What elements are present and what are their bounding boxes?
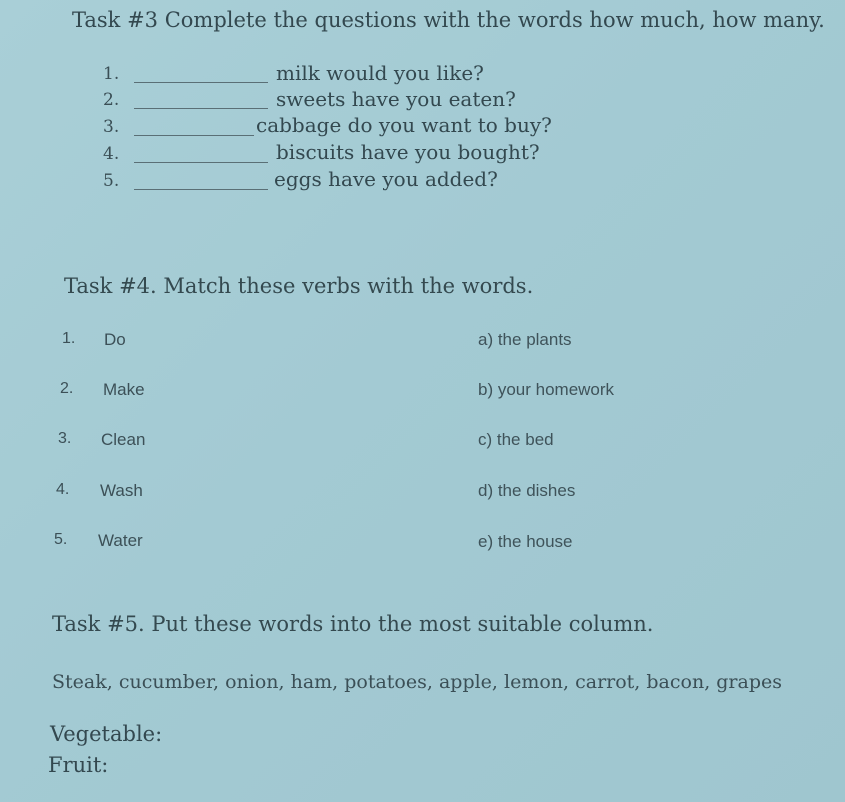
answer-blank[interactable] xyxy=(134,135,254,136)
verb-word: Water xyxy=(98,531,143,550)
verb-word: Make xyxy=(103,380,145,399)
question-text: milk would you like? xyxy=(276,61,484,85)
verb-number: 5. xyxy=(54,531,68,548)
question-number: 1. xyxy=(103,64,120,84)
verb-number: 2. xyxy=(60,380,74,397)
column-label-fruit: Fruit: xyxy=(48,753,109,777)
match-word: a) the plants xyxy=(478,330,572,349)
answer-blank[interactable] xyxy=(134,108,268,109)
question-number: 2. xyxy=(103,90,120,110)
task5-title: Task #5. Put these words into the most suitable column. xyxy=(52,612,654,636)
match-word: e) the house xyxy=(478,532,573,551)
task4-title: Task #4. Match these verbs with the words. xyxy=(64,274,534,298)
question-text: eggs have you added? xyxy=(274,167,498,191)
column-label-vegetable: Vegetable: xyxy=(50,722,163,746)
question-text: biscuits have you bought? xyxy=(276,140,540,164)
question-text: cabbage do you want to buy? xyxy=(256,113,552,137)
word-bank: Steak, cucumber, onion, ham, potatoes, apple, lemon, carrot, bacon, grapes xyxy=(52,671,782,693)
question-text: sweets have you eaten? xyxy=(276,87,516,111)
verb-number: 3. xyxy=(58,430,72,447)
verb-word: Clean xyxy=(101,430,146,449)
verb-word: Wash xyxy=(100,481,143,500)
answer-blank[interactable] xyxy=(134,162,268,163)
task3-title: Task #3 Complete the questions with the words how much, how many. xyxy=(72,8,825,32)
match-word: b) your homework xyxy=(478,380,615,399)
verb-number: 1. xyxy=(62,330,76,347)
verb-word: Do xyxy=(104,330,126,349)
answer-blank[interactable] xyxy=(134,82,268,83)
question-number: 5. xyxy=(103,171,120,191)
question-number: 4. xyxy=(103,144,120,164)
match-word: c) the bed xyxy=(478,430,554,449)
question-number: 3. xyxy=(103,117,120,137)
match-word: d) the dishes xyxy=(478,481,576,500)
answer-blank[interactable] xyxy=(134,189,268,190)
verb-number: 4. xyxy=(56,481,70,498)
